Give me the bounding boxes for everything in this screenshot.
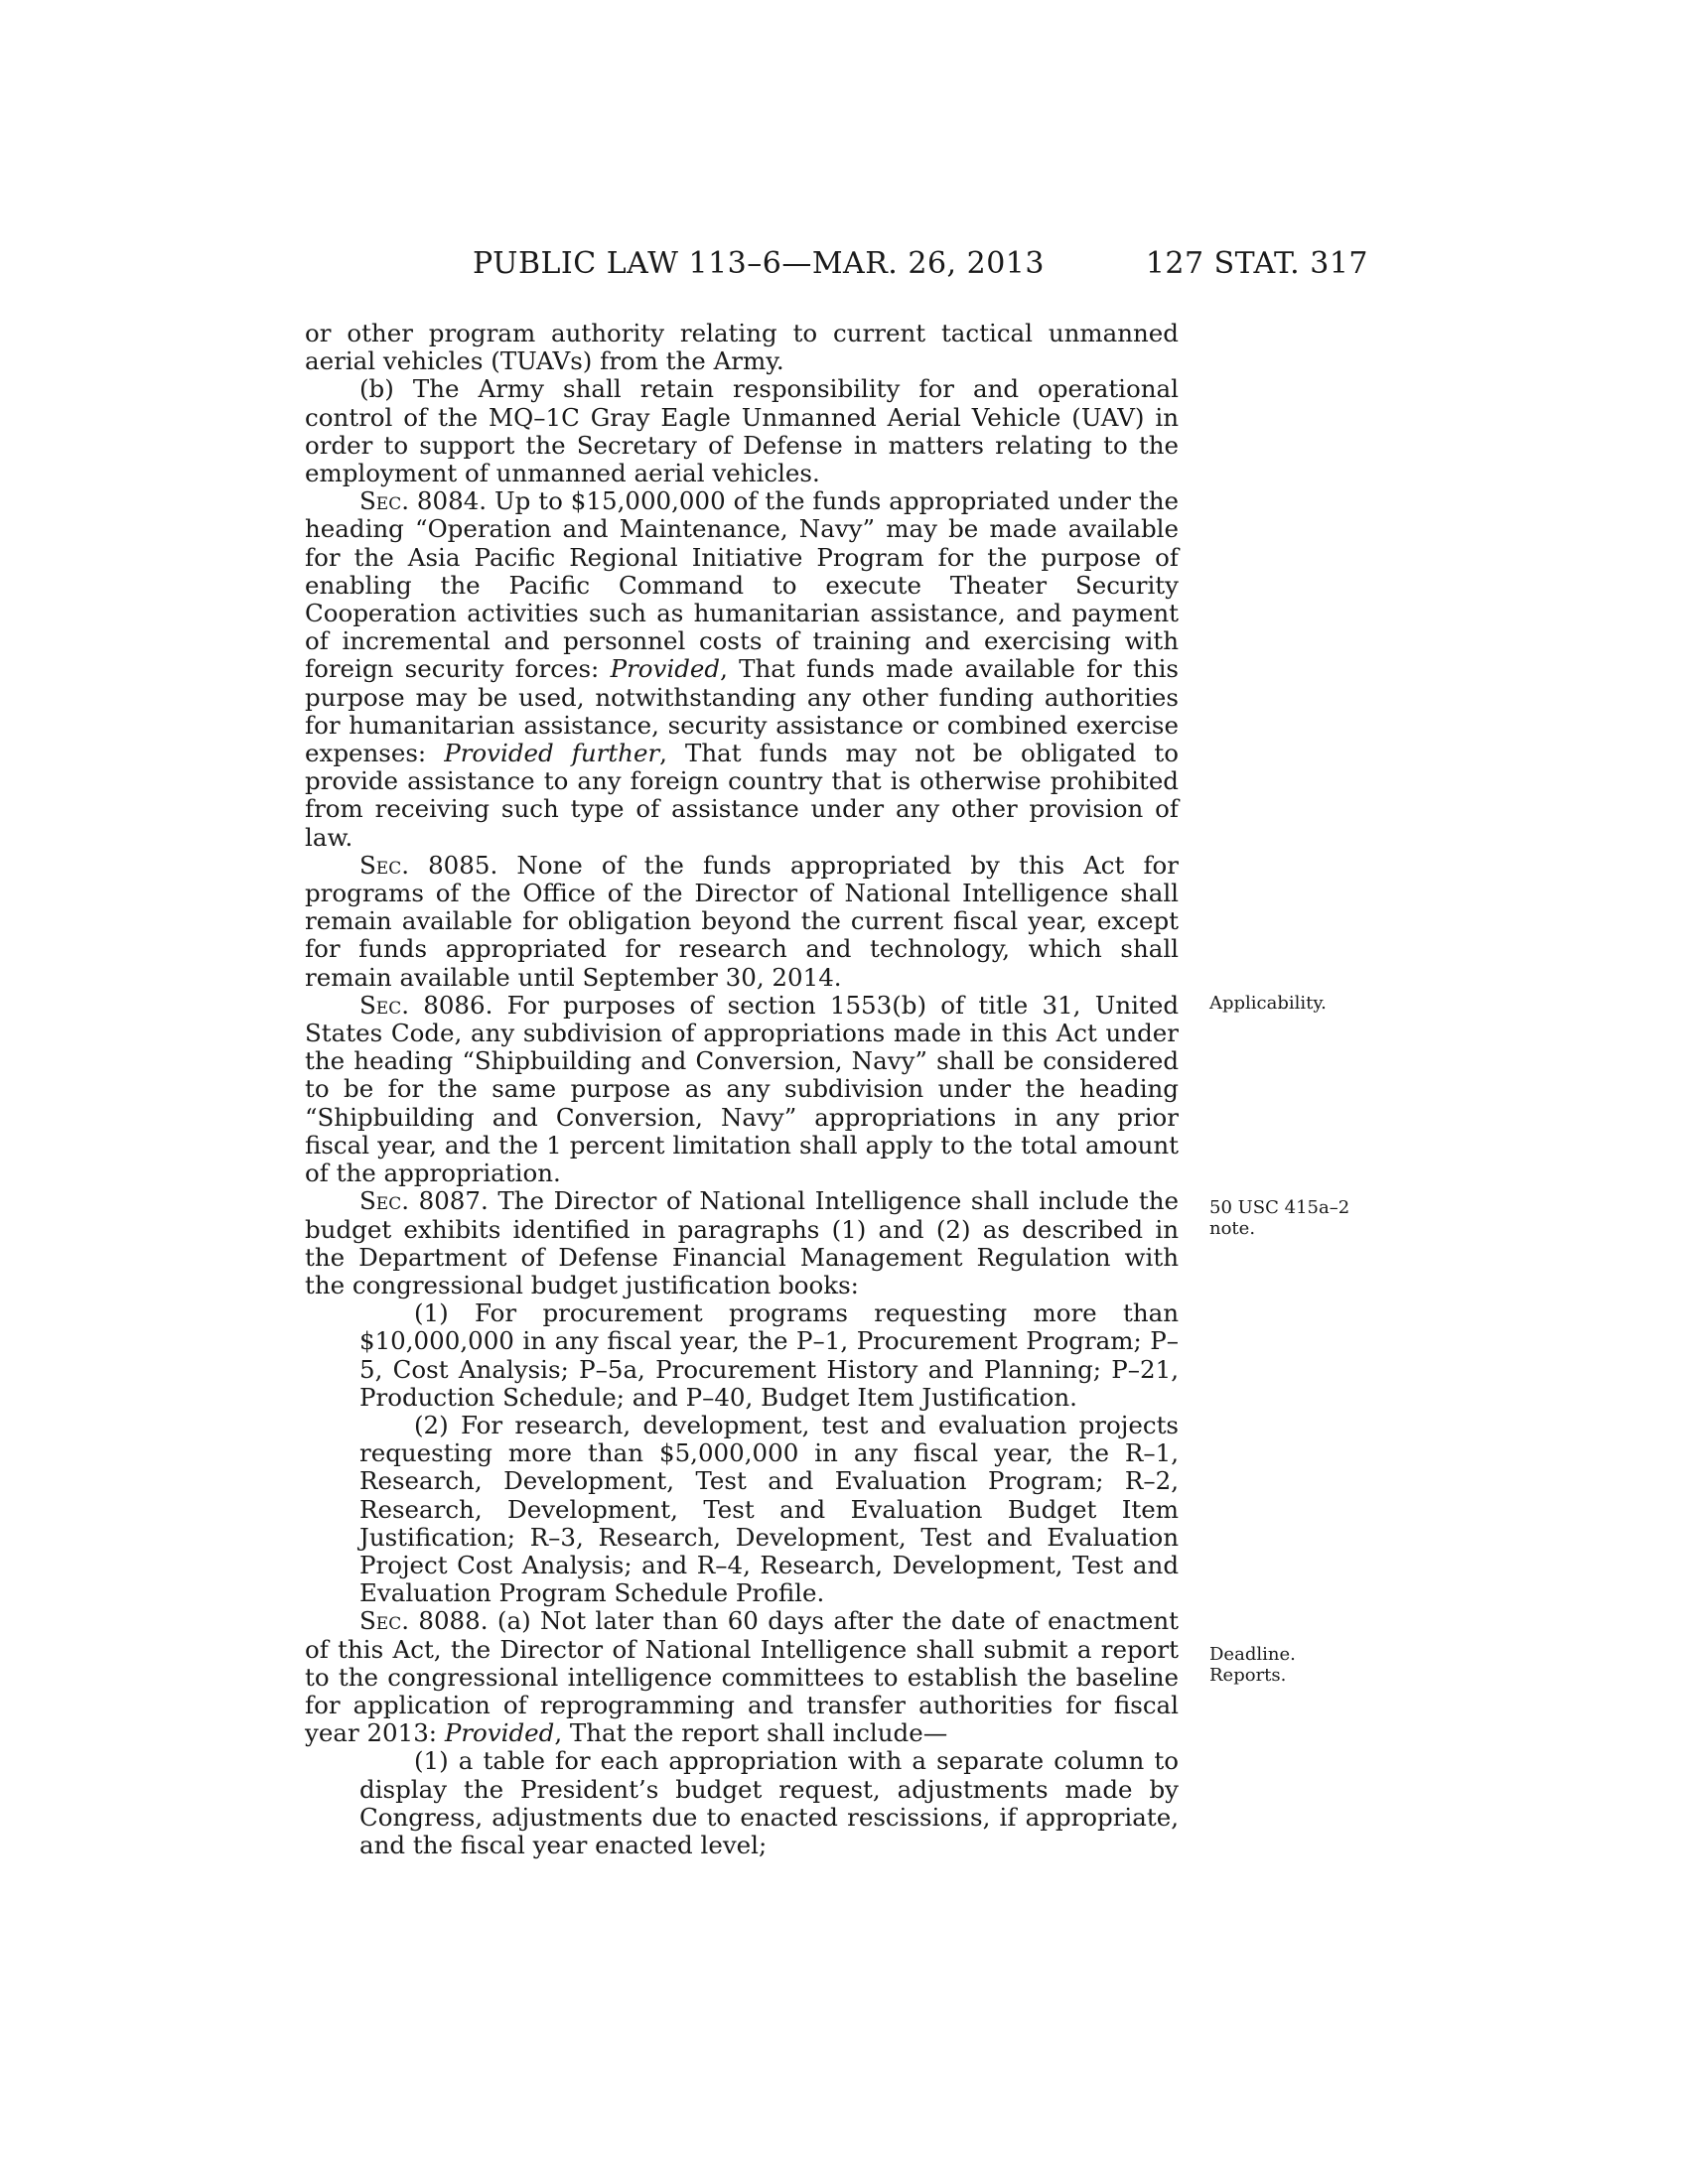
proviso-term: Provided (610, 654, 721, 684)
paragraph-continuation: or other program authority relating to current tactical unmanned aerial vehicles (TUAVs) from the Army. (305, 319, 1179, 376)
section-label: Sec. (359, 850, 409, 880)
proviso-term: Provided further (444, 739, 660, 768)
paragraph-sec-8085: Sec. 8085. None of the funds appropriated by this Act for programs of the Office of the Director of National Intelligence shall remain available for obligation beyond the current fiscal year, except for funds appropriated for research and technology, which shall remain available until September 30, 2014. (305, 850, 1179, 992)
margin-note-usc-line1: 50 USC 415a–2 (1209, 1197, 1350, 1218)
margin-note-usc-line2: note. (1209, 1218, 1256, 1239)
margin-note-usc-citation (1209, 1197, 1349, 1239)
paragraph-sec-8088: Sec. 8088. (a) Not later than 60 days after the date of enactment of this Act, the Director of National Intelligence shall submit a report to the congressional intelligence committees to establish the baseline for application of reprogramming and transfer authorities for fiscal year 2013: Provided, That the report shall include— (305, 1606, 1179, 1748)
page-header (0, 246, 1688, 296)
page-number: 127 STAT. 317 (1145, 246, 1368, 281)
margin-note-deadline: Deadline. (1209, 1644, 1296, 1665)
paragraph-sec-8086: Sec. 8086. For purposes of section 1553(b) of title 31, United States Code, any subdivision of appropriations made in this Act under the heading “Shipbuilding and Conversion, Navy” shall be considered to be for the same purpose as any subdivision under the heading “Shipbuilding and Conversion, Navy” appropriations in any prior fiscal year, and the 1 percent limitation shall apply to the total amount of the appropriation. (305, 990, 1179, 1188)
section-label: Sec. (359, 1606, 409, 1636)
paragraph-8087-1: (1) For procurement programs requesting more than $10,000,000 in any fiscal year, the P–1, Procurement Program; P–5, Cost Analysis; P–5a, Procurement History and Planning; P–21, Production Schedule; and P–40, Budget Item Justification. (359, 1298, 1179, 1412)
proviso-term: Provided (444, 1718, 555, 1748)
paragraph-8087-2: (2) For research, development, test and evaluation projects requesting more than $5,000,000 in any fiscal year, the R–1, Research, Development, Test and Evaluation Program; R–2, Research, Development, Test and Evaluation Budget Item Justification; R–3, Research, Development, Test and Evaluation Project Cost Analysis; and R–4, Research, Development, Test and Evaluation Program Schedule Profile. (359, 1410, 1179, 1608)
paragraph-sec-8087: Sec. 8087. The Director of National Intelligence shall include the budget exhibits identified in paragraphs (1) and (2) as described in the Department of Defense Financial Management Regulation with the congressional budget justification books: (305, 1186, 1179, 1299)
paragraph-sec-8084: Sec. 8084. Up to $15,000,000 of the funds appropriated under the heading “Operation and Maintenance, Navy” may be made available for the Asia Pacific Regional Initiative Program for the purpose of enabling the Pacific Command to execute Theater Security Cooperation activities such as humanitarian assistance, and payment of incremental and personnel costs of training and exercising with foreign security forces: Provided, That funds made available for this purpose may be used, notwithstanding any other funding authorities for humanitarian assistance, security assistance or combined exercise expenses: Provided further, That funds may not be obligated to provide assistance to any foreign country that is otherwise prohibited from receiving such type of assistance under any other provision of law. (305, 486, 1180, 852)
margin-note-deadline-reports (1209, 1644, 1296, 1686)
margin-note-applicability: Applicability. (1209, 993, 1327, 1014)
section-label: Sec. (359, 486, 409, 516)
section-label: Sec. (359, 1186, 409, 1216)
paragraph-8083-b: (b) The Army shall retain responsibility for and operational control of the MQ–1C Gray Eagle Unmanned Aerial Vehicle (UAV) in order to support the Secretary of Defense in matters relating to the employment of unmanned aerial vehicles. (305, 374, 1179, 488)
section-label: Sec. (359, 990, 409, 1020)
law-text-body (305, 320, 1179, 1859)
margin-note-reports: Reports. (1209, 1665, 1287, 1686)
running-head-title: PUBLIC LAW 113–6—MAR. 26, 2013 (473, 246, 1045, 281)
paragraph-8088-a-1: (1) a table for each appropriation with a separate column to display the President’s budget request, adjustments made by Congress, adjustments due to enacted rescissions, if appropriate, and the fiscal year enacted level; (359, 1746, 1179, 1859)
